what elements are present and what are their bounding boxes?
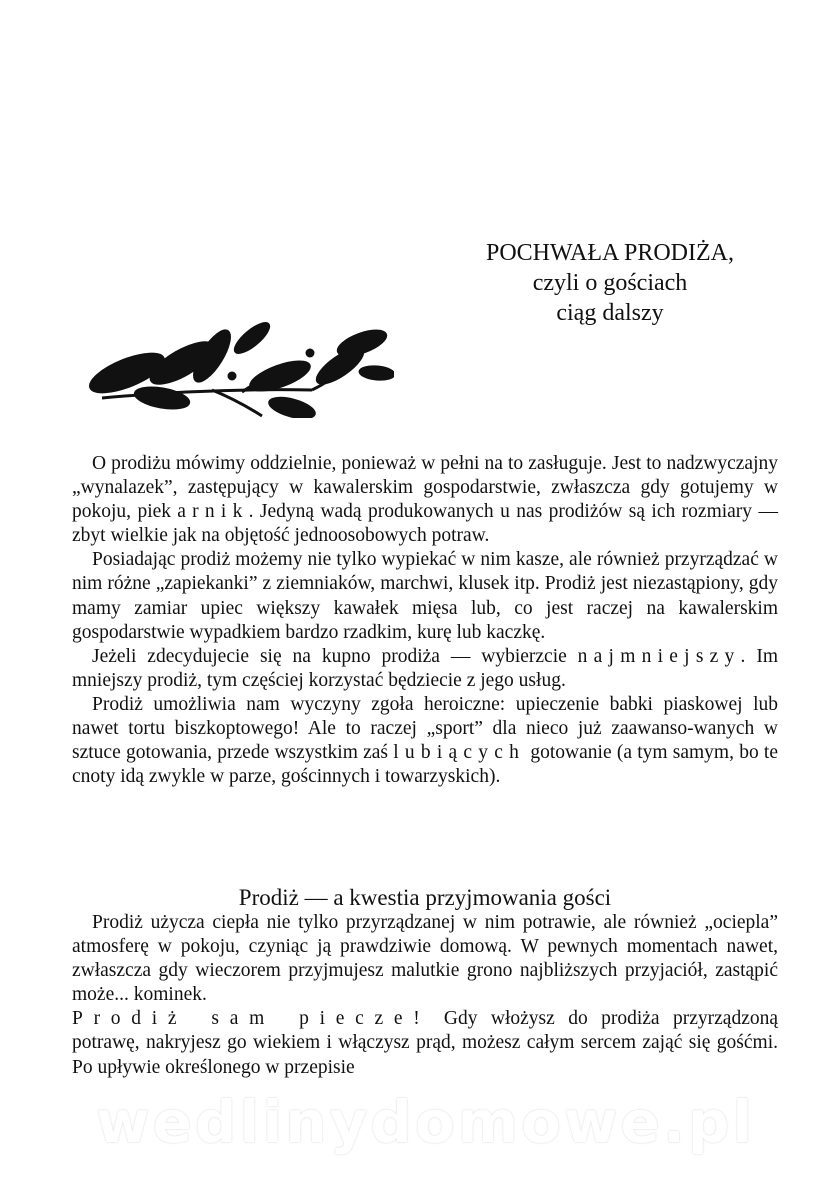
paragraph-5: Prodiż użycza ciepła nie tylko przyrządzanej w nim potrawie, ale również „ocieplа” atmosferę w pokoju, czyniąc ją prawdziwie domową. W pewnych momentach nawet, zwłaszcza gdy wieczorem przyjmujesz malutkie grono najbliższych przyjaciół, zastąpić może... kominek. bbox=[72, 912, 778, 1006]
watermark: wedlinydomowe.pl bbox=[96, 1088, 756, 1156]
paragraph-4-text: Prodiż umożliwia nam wyczyny zgoła heroiczne: upieczenie babki piaskowej lub nawet tortu biszkoptowego! Ale to raczej „sport” dla nieco już zaawanso-wanych w sztuce gotowania, przede wszystkim zaś bbox=[72, 693, 778, 764]
paragraph-3 bbox=[72, 645, 778, 693]
laurel-ornament bbox=[62, 318, 394, 418]
paragraph-1-text-end: . Jedyną wadą produkowanych u nas prodiżów są ich rozmiary — zbyt wielkie jak na objętość jednoosobowych potraw. bbox=[72, 501, 778, 547]
paragraph-3-text: Jeżeli zdecydujecie się na kupno prodiża — wybierzcie bbox=[92, 645, 578, 667]
paragraph-1-text: O prodiżu mówimy oddzielnie, ponieważ w pełni na to zasługuje. Jest to nadzwyczajny „wynalazek”, zastępujący w kawalerskim gospodarstwie, zwłaszcza gdy gotujemy w pokoju, pie bbox=[72, 453, 778, 523]
paragraph-6-text: Gdy włożysz do prodiża przyrządzoną potrawę, nakryjesz go wiekiem i włączysz prąd, możesz całym sercem zająć się gośćmi. Po upływie określonego w przepisie bbox=[72, 1008, 779, 1078]
paragraph-6 bbox=[72, 1007, 778, 1079]
body-section-1 bbox=[72, 452, 778, 789]
body-section-2 bbox=[72, 911, 778, 1080]
paragraph-2: Posiadając prodiż możemy nie tylko wypiekać w nim kasze, ale również przyrządzać w nim różne „zapiekanki” z ziemniaków, marchwi, klusek itp. Prodiż jest niezastąpiony, gdy mamy zamiar upiec większy kawałek mięsa lub, co jest raczej na kawalerskim gospodarstwie wypadkiem bardzo rzadkim, kurę lub kaczkę. bbox=[72, 549, 778, 643]
paragraph-4-text-end: gotowanie (a tym samym, bo te cnoty idą zwykle w parze, gościnnych i towarzyskich). bbox=[72, 742, 778, 788]
title-line-3: ciąg dalszy bbox=[556, 300, 664, 326]
paragraph-3-spaced-word: najmniejszy bbox=[577, 645, 741, 667]
title-line-2: czyli o gościach bbox=[532, 270, 688, 296]
paragraph-1 bbox=[72, 452, 778, 548]
paragraph-6-spaced-phrase: Prodiż sam piecze! bbox=[72, 1008, 431, 1030]
paragraph-3-text-end: . Im mniejszy prodiż, tym częściej korzystać będziecie z jego usług. bbox=[72, 645, 778, 691]
chapter-title bbox=[440, 238, 780, 328]
section-heading: Prodiż — a kwestia przyjmowania gości bbox=[238, 885, 612, 910]
title-line-1: POCHWAŁA PRODIŻA, bbox=[485, 240, 734, 266]
paragraph-4-spaced-word: lubiących bbox=[393, 742, 526, 764]
paragraph-1-spaced-word: karnik bbox=[161, 501, 249, 523]
paragraph-4 bbox=[72, 693, 778, 789]
